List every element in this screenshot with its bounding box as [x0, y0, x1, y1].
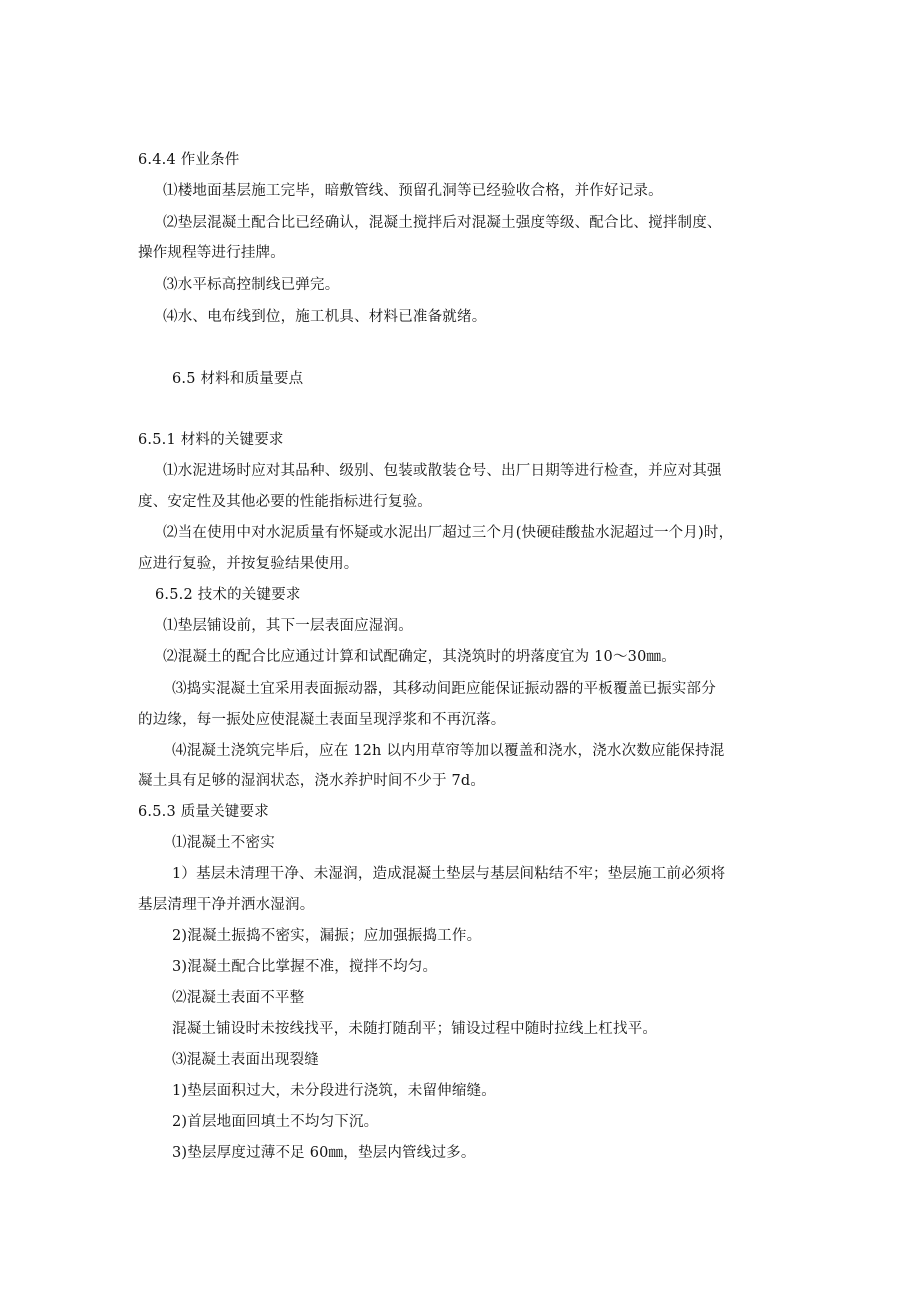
paragraph-line: ⑴楼地面基层施工完毕，暗敷管线、预留孔洞等已经验收合格，并作好记录。 — [163, 183, 663, 199]
section-heading-6-5-3: 6.5.3 质量关键要求 — [138, 804, 269, 820]
paragraph-line: ⑶水平标高控制线已弹完。 — [163, 277, 340, 293]
section-heading-6-5-2: 6.5.2 技术的关键要求 — [155, 587, 301, 603]
paragraph-line: ⑴水泥进场时应对其品种、级别、包装或散装仓号、出厂日期等进行检查，并应对其强 — [163, 463, 722, 479]
paragraph-line: 的边缘，每一振处应使混凝土表面呈现浮浆和不再沉落。 — [138, 712, 506, 728]
paragraph-line: ⑴垫层铺设前，其下一层表面应湿润。 — [163, 618, 413, 634]
paragraph-line: 1）基层未清理干净、未湿润，造成混凝土垫层与基层间粘结不牢；垫层施工前必须将 — [172, 866, 726, 882]
paragraph-line: ⑵当在使用中对水泥质量有怀疑或水泥出厂超过三个月(快硬硅酸盐水泥超过一个月)时， — [163, 525, 734, 541]
paragraph-line: ⑶捣实混凝土宜采用表面振动器，其移动间距应能保证振动器的平板覆盖已振实部分 — [172, 681, 716, 697]
section-heading-6-4-4: 6.4.4 作业条件 — [138, 152, 240, 168]
paragraph-line: 3)垫层厚度过薄不足 60㎜，垫层内管线过多。 — [172, 1145, 476, 1161]
paragraph-line: ⑵垫层混凝土配合比已经确认，混凝土搅拌后对混凝土强度等级、配合比、搅拌制度、 — [163, 215, 722, 231]
paragraph-line: 应进行复验，并按复验结果使用。 — [138, 556, 359, 572]
subsection-title: ⑵混凝土表面不平整 — [172, 990, 305, 1006]
paragraph-line: 1)垫层面积过大，未分段进行浇筑，未留伸缩缝。 — [172, 1083, 496, 1099]
paragraph-line: ⑷水、电布线到位，施工机具、材料已准备就绪。 — [163, 309, 487, 325]
section-heading-6-5-1: 6.5.1 材料的关键要求 — [138, 432, 284, 448]
paragraph-line: 混凝土铺设时未按线找平，未随打随刮平；铺设过程中随时拉线上杠找平。 — [172, 1021, 658, 1037]
paragraph-line: 操作规程等进行挂牌。 — [138, 245, 285, 261]
paragraph-line: 2)首层地面回填土不均匀下沉。 — [172, 1114, 379, 1130]
subsection-title: ⑶混凝土表面出现裂缝 — [172, 1052, 319, 1068]
paragraph-line: 度、安定性及其他必要的性能指标进行复验。 — [138, 494, 432, 510]
section-heading-6-5: 6.5 材料和质量要点 — [172, 371, 304, 387]
paragraph-line: 3)混凝土配合比掌握不准，搅拌不均匀。 — [172, 959, 438, 975]
paragraph-line: 凝土具有足够的湿润状态，浇水养护时间不少于 7d。 — [138, 773, 486, 789]
subsection-title: ⑴混凝土不密实 — [172, 835, 275, 851]
paragraph-line: 2)混凝土振捣不密实，漏振；应加强振捣工作。 — [172, 928, 482, 944]
paragraph-line: ⑷混凝土浇筑完毕后，应在 12h 以内用草帘等加以覆盖和浇水，浇水次数应能保持混 — [172, 743, 725, 759]
paragraph-line: ⑵混凝土的配合比应通过计算和试配确定，其浇筑时的坍落度宜为 10～30㎜。 — [163, 649, 676, 665]
paragraph-line: 基层清理干净并洒水湿润。 — [138, 897, 315, 913]
